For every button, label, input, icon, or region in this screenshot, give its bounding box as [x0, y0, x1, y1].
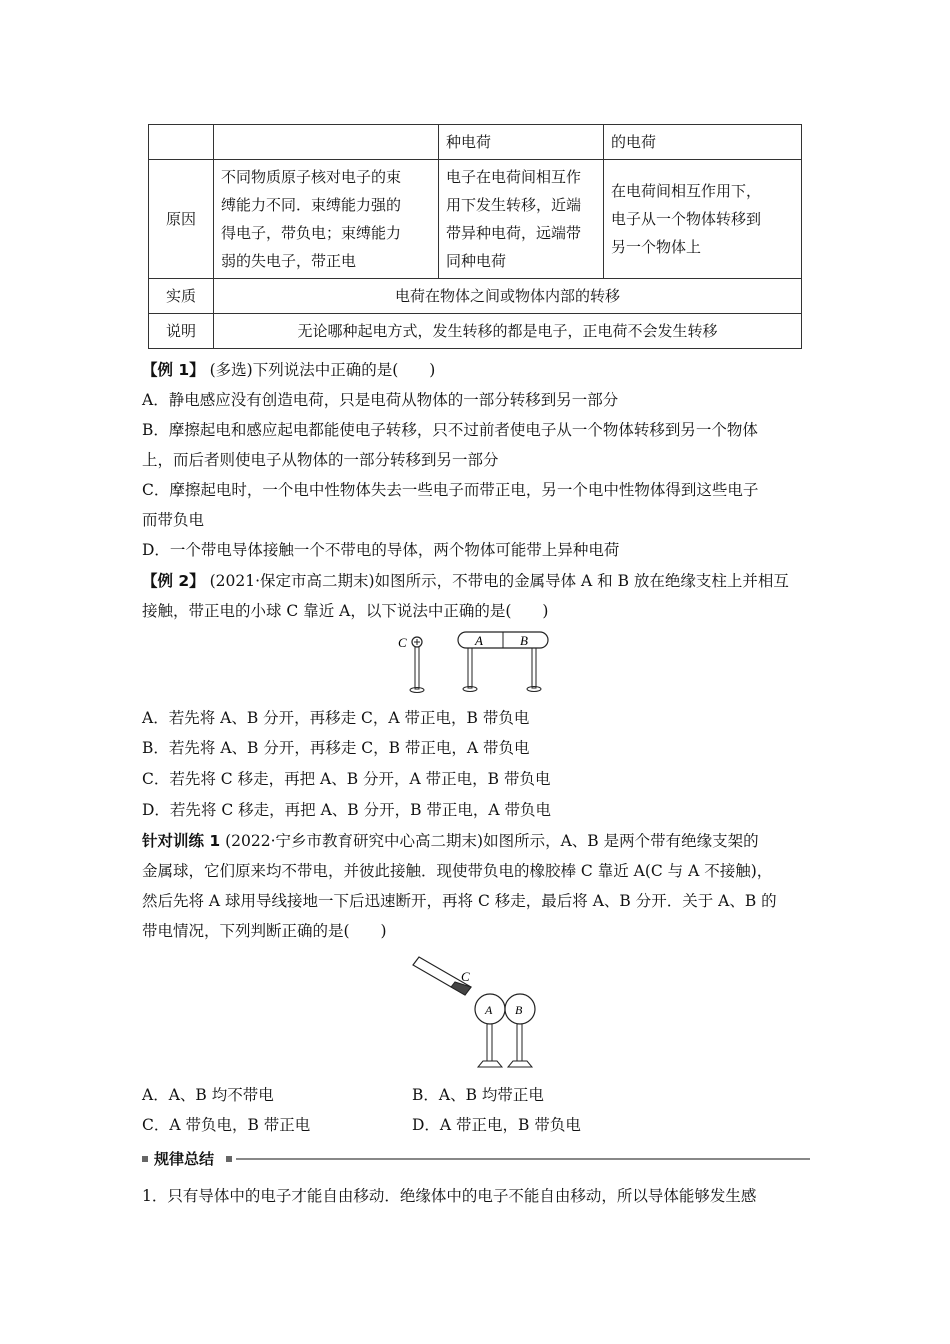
sphere-b-label: B	[515, 1003, 523, 1017]
example-2-option-b: B．若先将 A、B 分开，再移走 C，B 带正电，A 带负电	[142, 739, 530, 757]
cell-line: 电子从一个物体转移到	[611, 210, 762, 228]
conductor-b-label: B	[520, 633, 528, 648]
cell-line: 另一个物体上	[611, 238, 702, 256]
table-cell: 无论哪种起电方式，发生转移的都是电子，正电荷不会发生转移	[214, 314, 802, 349]
table-row	[149, 314, 802, 349]
summary-heading	[142, 1150, 810, 1170]
example-2-option-a: A．若先将 A、B 分开，再移走 C，A 带正电，B 带负电	[142, 709, 530, 727]
example-1-question: (多选)下列说法中正确的是( )	[209, 361, 436, 379]
table-cell	[149, 125, 214, 160]
cell-line: 缚能力不同．束缚能力强的	[221, 196, 402, 214]
training-1-stem-cont: 金属球，它们原来均不带电，并彼此接触．现使带负电的橡胶棒 C 靠近 A(C 与 A 不接触)，	[142, 862, 773, 880]
cell-line: 用下发生转移，近端	[446, 196, 582, 214]
training-1-option-d: D．A 带正电，B 带负电	[412, 1116, 581, 1134]
comparison-table	[148, 124, 802, 349]
training-1-stem-cont: 然后先将 A 球用导线接地一下后迅速断开，再将 C 移走，最后将 A、B 分开．关于 A、B 的	[142, 892, 777, 910]
table-row	[149, 279, 802, 314]
spheres-figure	[405, 955, 555, 1075]
row-label-note: 说明	[149, 314, 214, 349]
table-cell	[214, 160, 439, 279]
cell-line: 带异种电荷，远端带	[446, 224, 582, 242]
conductor-figure	[390, 626, 560, 696]
table-cell: 种电荷	[439, 125, 604, 160]
training-1-option-a: A．A、B 均不带电	[142, 1086, 274, 1104]
cell-line: 同种电荷	[446, 252, 507, 270]
cell-line: 弱的失电子，带正电	[221, 252, 357, 270]
training-1-question: (2022·宁乡市教育研究中心高二期末)如图所示，A、B 是两个带有绝缘支架的	[225, 832, 759, 850]
example-2-stem	[142, 568, 789, 594]
example-1-option-c-cont: 而带负电	[142, 511, 205, 529]
table-cell: 电荷在物体之间或物体内部的转移	[214, 279, 802, 314]
table-row	[149, 160, 802, 279]
example-1-stem	[142, 357, 435, 383]
table-cell	[439, 160, 604, 279]
rod-c-label: C	[461, 969, 470, 984]
example-2-question: (2021·保定市高二期末)如图所示，不带电的金属导体 A 和 B 放在绝缘支柱上并相互	[209, 572, 789, 590]
example-2-tag: 【例 2】	[142, 572, 205, 590]
row-label-cause: 原因	[149, 160, 214, 279]
conductor-a-label: A	[475, 633, 483, 648]
training-1-stem-cont: 带电情况，下列判断正确的是( )	[142, 922, 387, 940]
cell-line: 电子在电荷间相互作	[446, 168, 582, 186]
example-1-tag: 【例 1】	[142, 361, 205, 379]
training-1-tag: 针对训练 1	[142, 832, 221, 850]
example-1-option-d: D．一个带电导体接触一个不带电的导体，两个物体可能带上异种电荷	[142, 541, 620, 559]
cell-line: 不同物质原子核对电子的束	[221, 168, 402, 186]
example-2-stem-cont: 接触，带正电的小球 C 靠近 A，以下说法中正确的是( )	[142, 602, 549, 620]
table-row	[149, 125, 802, 160]
table-cell	[214, 125, 439, 160]
summary-title: 规律总结	[154, 1150, 215, 1168]
square-bullet-icon	[226, 1156, 232, 1162]
example-1-option-c: C．摩擦起电时，一个电中性物体失去一些电子而带正电，另一个电中性物体得到这些电子	[142, 481, 759, 499]
example-1-option-b-cont: 上，而后者则使电子从物体的一部分转移到另一部分	[142, 451, 499, 469]
cell-line: 在电荷间相互作用下，	[611, 182, 762, 200]
training-1-stem	[142, 828, 759, 854]
table-cell	[604, 160, 802, 279]
training-1-option-c: C．A 带负电，B 带正电	[142, 1116, 311, 1134]
row-label-essence: 实质	[149, 279, 214, 314]
ball-c-label: C	[398, 635, 407, 650]
example-2-option-d: D．若先将 C 移走，再把 A、B 分开，B 带正电，A 带负电	[142, 801, 552, 819]
example-1-option-a: A．静电感应没有创造电荷，只是电荷从物体的一部分转移到另一部分	[142, 391, 619, 409]
training-1-option-b: B．A、B 均带正电	[412, 1086, 544, 1104]
square-bullet-icon	[142, 1156, 148, 1162]
example-2-option-c: C．若先将 C 移走，再把 A、B 分开，A 带正电，B 带负电	[142, 770, 551, 788]
cell-line: 得电子，带负电；束缚能力	[221, 224, 402, 242]
table-cell: 的电荷	[604, 125, 802, 160]
sphere-a-label: A	[485, 1003, 493, 1017]
summary-point-1: 1．只有导体中的电子才能自由移动．绝缘体中的电子不能自由移动，所以导体能够发生感	[142, 1187, 757, 1205]
divider	[236, 1158, 810, 1160]
example-1-option-b: B．摩擦起电和感应起电都能使电子转移，只不过前者使电子从一个物体转移到另一个物体	[142, 421, 758, 439]
